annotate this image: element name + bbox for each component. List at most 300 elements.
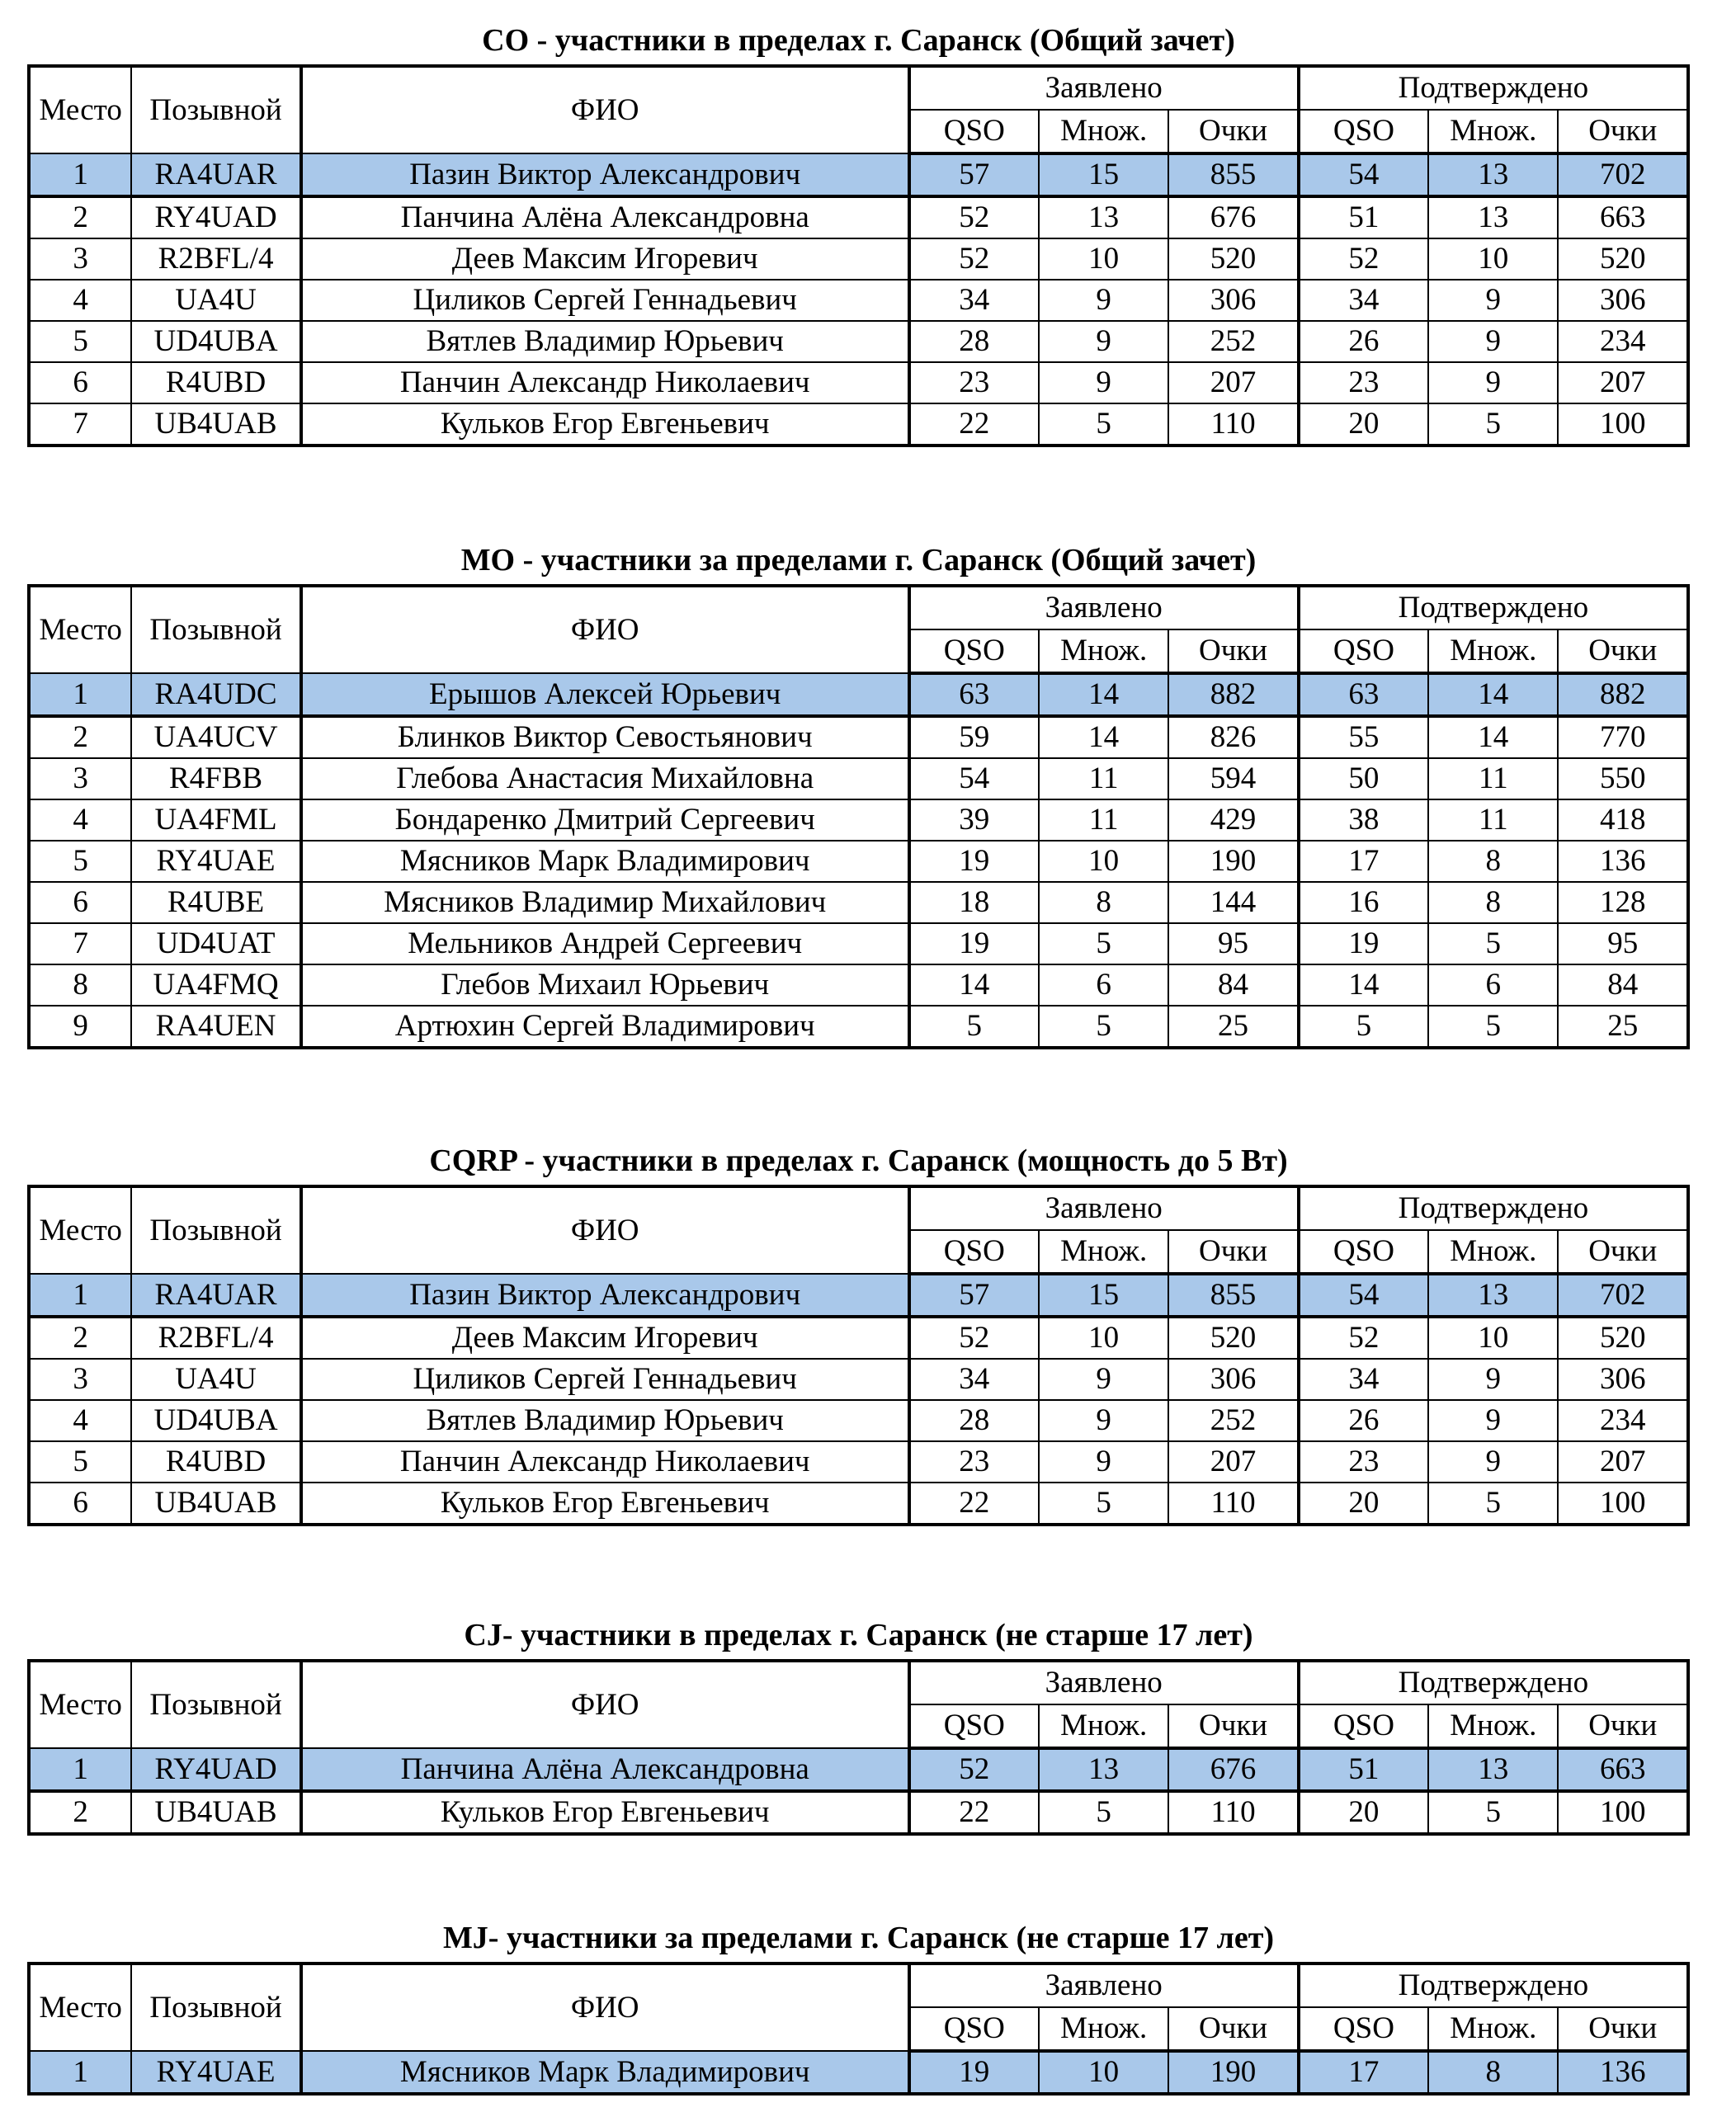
header-claimed-points: Очки [1168, 1704, 1298, 1748]
header-claimed-qso: QSO [909, 629, 1039, 673]
claimed-mult-cell: 10 [1039, 841, 1168, 882]
name-cell: Мясников Владимир Михайлович [301, 882, 909, 923]
callsign-cell: RA4UAR [131, 1274, 301, 1317]
callsign-cell: UA4UCV [131, 716, 301, 758]
confirmed-points-cell: 207 [1558, 1441, 1688, 1483]
confirmed-qso-cell: 26 [1299, 1400, 1428, 1441]
confirmed-mult-cell: 11 [1428, 799, 1558, 841]
header-confirmed-mult: Множ. [1428, 1230, 1558, 1274]
name-cell: Деев Максим Игоревич [301, 238, 909, 280]
header-confirmed: Подтверждено [1299, 1964, 1688, 2007]
confirmed-qso-cell: 26 [1299, 321, 1428, 362]
confirmed-points-cell: 770 [1558, 716, 1688, 758]
header-callsign: Позывной [131, 586, 301, 673]
claimed-qso-cell: 57 [909, 153, 1039, 196]
confirmed-mult-cell: 13 [1428, 1274, 1558, 1317]
name-cell: Пазин Виктор Александрович [301, 153, 909, 196]
claimed-mult-cell: 5 [1039, 1483, 1168, 1525]
place-cell: 9 [29, 1006, 131, 1048]
confirmed-qso-cell: 5 [1299, 1006, 1428, 1048]
header-claimed-mult: Множ. [1039, 1704, 1168, 1748]
header-claimed-qso: QSO [909, 110, 1039, 153]
table-row [29, 882, 1688, 923]
confirmed-mult-cell: 14 [1428, 673, 1558, 716]
table-row [29, 1400, 1688, 1441]
name-cell: Кульков Егор Евгеньевич [301, 1791, 909, 1834]
callsign-cell: UB4UAB [131, 403, 301, 446]
confirmed-mult-cell: 11 [1428, 758, 1558, 799]
claimed-qso-cell: 22 [909, 1483, 1039, 1525]
name-cell: Деев Максим Игоревич [301, 1317, 909, 1359]
claimed-points-cell: 207 [1168, 362, 1298, 403]
table-row [29, 964, 1688, 1006]
claimed-points-cell: 882 [1168, 673, 1298, 716]
name-cell: Глебов Михаил Юрьевич [301, 964, 909, 1006]
place-cell: 1 [29, 153, 131, 196]
header-confirmed-qso: QSO [1299, 629, 1428, 673]
confirmed-mult-cell: 6 [1428, 964, 1558, 1006]
callsign-cell: RA4UDC [131, 673, 301, 716]
table-row [29, 799, 1688, 841]
confirmed-points-cell: 95 [1558, 923, 1688, 964]
header-name: ФИО [301, 1661, 909, 1748]
confirmed-qso-cell: 20 [1299, 1791, 1428, 1834]
claimed-qso-cell: 28 [909, 1400, 1039, 1441]
confirmed-points-cell: 702 [1558, 1274, 1688, 1317]
header-place: Место [29, 1186, 131, 1274]
confirmed-qso-cell: 34 [1299, 280, 1428, 321]
claimed-mult-cell: 13 [1039, 1748, 1168, 1791]
table-row [29, 238, 1688, 280]
callsign-cell: UA4U [131, 1359, 301, 1400]
header-claimed: Заявлено [909, 1661, 1299, 1704]
name-cell: Панчина Алёна Александровна [301, 1748, 909, 1791]
confirmed-qso-cell: 17 [1299, 2051, 1428, 2094]
place-cell: 2 [29, 196, 131, 238]
confirmed-points-cell: 306 [1558, 1359, 1688, 1400]
header-claimed-points: Очки [1168, 110, 1298, 153]
place-cell: 1 [29, 1274, 131, 1317]
place-cell: 4 [29, 280, 131, 321]
name-cell: Вятлев Владимир Юрьевич [301, 321, 909, 362]
claimed-points-cell: 252 [1168, 321, 1298, 362]
header-confirmed-qso: QSO [1299, 2007, 1428, 2051]
header-confirmed-points: Очки [1558, 110, 1688, 153]
confirmed-mult-cell: 9 [1428, 321, 1558, 362]
claimed-qso-cell: 59 [909, 716, 1039, 758]
confirmed-qso-cell: 38 [1299, 799, 1428, 841]
callsign-cell: UD4UAT [131, 923, 301, 964]
results-table [27, 1659, 1690, 1836]
confirmed-qso-cell: 19 [1299, 923, 1428, 964]
place-cell: 1 [29, 1748, 131, 1791]
confirmed-mult-cell: 5 [1428, 1791, 1558, 1834]
claimed-qso-cell: 19 [909, 841, 1039, 882]
name-cell: Циликов Сергей Геннадьевич [301, 280, 909, 321]
claimed-points-cell: 110 [1168, 1791, 1298, 1834]
header-name: ФИО [301, 66, 909, 153]
place-cell: 3 [29, 758, 131, 799]
claimed-points-cell: 520 [1168, 238, 1298, 280]
header-confirmed-points: Очки [1558, 1230, 1688, 1274]
place-cell: 8 [29, 964, 131, 1006]
callsign-cell: UA4FMQ [131, 964, 301, 1006]
claimed-points-cell: 84 [1168, 964, 1298, 1006]
claimed-mult-cell: 14 [1039, 716, 1168, 758]
confirmed-points-cell: 128 [1558, 882, 1688, 923]
header-claimed-qso: QSO [909, 2007, 1039, 2051]
claimed-mult-cell: 10 [1039, 1317, 1168, 1359]
results-table [27, 1185, 1690, 1526]
place-cell: 3 [29, 238, 131, 280]
confirmed-points-cell: 882 [1558, 673, 1688, 716]
claimed-qso-cell: 19 [909, 2051, 1039, 2094]
place-cell: 4 [29, 799, 131, 841]
confirmed-qso-cell: 16 [1299, 882, 1428, 923]
confirmed-mult-cell: 5 [1428, 403, 1558, 446]
confirmed-qso-cell: 54 [1299, 1274, 1428, 1317]
results-section [27, 16, 1690, 447]
confirmed-qso-cell: 50 [1299, 758, 1428, 799]
header-place: Место [29, 1661, 131, 1748]
claimed-points-cell: 306 [1168, 280, 1298, 321]
confirmed-points-cell: 306 [1558, 280, 1688, 321]
header-callsign: Позывной [131, 1964, 301, 2051]
results-section [27, 536, 1690, 1049]
claimed-mult-cell: 8 [1039, 882, 1168, 923]
header-confirmed: Подтверждено [1299, 586, 1688, 629]
name-cell: Вятлев Владимир Юрьевич [301, 1400, 909, 1441]
section-title: CO - участники в пределах г. Саранск (Общий зачет) [482, 23, 1235, 58]
confirmed-mult-cell: 8 [1428, 882, 1558, 923]
claimed-qso-cell: 39 [909, 799, 1039, 841]
callsign-cell: UB4UAB [131, 1483, 301, 1525]
claimed-points-cell: 306 [1168, 1359, 1298, 1400]
table-row [29, 673, 1688, 716]
table-row [29, 196, 1688, 238]
callsign-cell: UD4UBA [131, 321, 301, 362]
claimed-qso-cell: 52 [909, 1317, 1039, 1359]
header-claimed-points: Очки [1168, 1230, 1298, 1274]
claimed-qso-cell: 22 [909, 1791, 1039, 1834]
claimed-mult-cell: 10 [1039, 238, 1168, 280]
table-row [29, 1483, 1688, 1525]
confirmed-mult-cell: 9 [1428, 280, 1558, 321]
claimed-qso-cell: 18 [909, 882, 1039, 923]
confirmed-points-cell: 663 [1558, 196, 1688, 238]
header-claimed: Заявлено [909, 1964, 1299, 2007]
confirmed-qso-cell: 63 [1299, 673, 1428, 716]
claimed-qso-cell: 28 [909, 321, 1039, 362]
callsign-cell: RY4UAE [131, 841, 301, 882]
place-cell: 5 [29, 1441, 131, 1483]
header-claimed-mult: Множ. [1039, 110, 1168, 153]
claimed-qso-cell: 57 [909, 1274, 1039, 1317]
claimed-mult-cell: 9 [1039, 280, 1168, 321]
table-row [29, 1748, 1688, 1791]
confirmed-mult-cell: 13 [1428, 196, 1558, 238]
claimed-points-cell: 190 [1168, 841, 1298, 882]
callsign-cell: UB4UAB [131, 1791, 301, 1834]
place-cell: 1 [29, 2051, 131, 2094]
results-section [27, 1914, 1690, 2096]
confirmed-mult-cell: 13 [1428, 1748, 1558, 1791]
name-cell: Панчин Александр Николаевич [301, 362, 909, 403]
table-row [29, 2051, 1688, 2094]
header-confirmed: Подтверждено [1299, 1186, 1688, 1230]
table-row [29, 1359, 1688, 1400]
header-confirmed-qso: QSO [1299, 1230, 1428, 1274]
table-row [29, 716, 1688, 758]
callsign-cell: R2BFL/4 [131, 238, 301, 280]
callsign-cell: RA4UEN [131, 1006, 301, 1048]
results-table [27, 1962, 1690, 2096]
claimed-points-cell: 826 [1168, 716, 1298, 758]
name-cell: Блинков Виктор Севостьянович [301, 716, 909, 758]
results-body [29, 2051, 1688, 2094]
name-cell: Пазин Виктор Александрович [301, 1274, 909, 1317]
header-place: Место [29, 1964, 131, 2051]
confirmed-points-cell: 418 [1558, 799, 1688, 841]
header-claimed-points: Очки [1168, 2007, 1298, 2051]
confirmed-mult-cell: 14 [1428, 716, 1558, 758]
claimed-mult-cell: 5 [1039, 403, 1168, 446]
claimed-mult-cell: 14 [1039, 673, 1168, 716]
callsign-cell: R4UBD [131, 1441, 301, 1483]
confirmed-mult-cell: 9 [1428, 362, 1558, 403]
confirmed-mult-cell: 5 [1428, 923, 1558, 964]
confirmed-points-cell: 234 [1558, 1400, 1688, 1441]
header-confirmed-mult: Множ. [1428, 629, 1558, 673]
header-callsign: Позывной [131, 1186, 301, 1274]
confirmed-points-cell: 520 [1558, 1317, 1688, 1359]
claimed-qso-cell: 34 [909, 1359, 1039, 1400]
header-confirmed-points: Очки [1558, 1704, 1688, 1748]
claimed-points-cell: 855 [1168, 153, 1298, 196]
confirmed-mult-cell: 5 [1428, 1006, 1558, 1048]
claimed-qso-cell: 23 [909, 1441, 1039, 1483]
confirmed-mult-cell: 8 [1428, 2051, 1558, 2094]
name-cell: Глебова Анастасия Михайловна [301, 758, 909, 799]
name-cell: Циликов Сергей Геннадьевич [301, 1359, 909, 1400]
table-row [29, 153, 1688, 196]
claimed-mult-cell: 11 [1039, 758, 1168, 799]
header-name: ФИО [301, 1964, 909, 2051]
claimed-mult-cell: 5 [1039, 1006, 1168, 1048]
header-confirmed-points: Очки [1558, 629, 1688, 673]
section-title: CQRP - участники в пределах г. Саранск (мощность до 5 Вт) [429, 1143, 1288, 1178]
claimed-qso-cell: 34 [909, 280, 1039, 321]
results-body [29, 153, 1688, 446]
header-confirmed-qso: QSO [1299, 110, 1428, 153]
claimed-mult-cell: 10 [1039, 2051, 1168, 2094]
claimed-qso-cell: 52 [909, 238, 1039, 280]
table-row [29, 1791, 1688, 1834]
callsign-cell: UA4FML [131, 799, 301, 841]
header-place: Место [29, 66, 131, 153]
claimed-points-cell: 95 [1168, 923, 1298, 964]
section-title: CJ- участники в пределах г. Саранск (не старше 17 лет) [464, 1618, 1253, 1652]
results-body [29, 673, 1688, 1048]
table-row [29, 923, 1688, 964]
claimed-qso-cell: 52 [909, 1748, 1039, 1791]
section-title: MO - участники за пределами г. Саранск (Общий зачет) [460, 543, 1257, 578]
confirmed-mult-cell: 9 [1428, 1359, 1558, 1400]
confirmed-points-cell: 520 [1558, 238, 1688, 280]
claimed-qso-cell: 54 [909, 758, 1039, 799]
claimed-points-cell: 676 [1168, 1748, 1298, 1791]
results-body [29, 1274, 1688, 1525]
confirmed-points-cell: 207 [1558, 362, 1688, 403]
claimed-mult-cell: 9 [1039, 1400, 1168, 1441]
place-cell: 2 [29, 716, 131, 758]
claimed-points-cell: 855 [1168, 1274, 1298, 1317]
confirmed-mult-cell: 5 [1428, 1483, 1558, 1525]
table-row [29, 841, 1688, 882]
confirmed-qso-cell: 51 [1299, 196, 1428, 238]
place-cell: 1 [29, 673, 131, 716]
claimed-points-cell: 207 [1168, 1441, 1298, 1483]
name-cell: Мясников Марк Владимирович [301, 841, 909, 882]
confirmed-qso-cell: 34 [1299, 1359, 1428, 1400]
name-cell: Кульков Егор Евгеньевич [301, 1483, 909, 1525]
confirmed-points-cell: 702 [1558, 153, 1688, 196]
confirmed-points-cell: 100 [1558, 1791, 1688, 1834]
place-cell: 6 [29, 882, 131, 923]
header-name: ФИО [301, 586, 909, 673]
claimed-points-cell: 429 [1168, 799, 1298, 841]
confirmed-qso-cell: 17 [1299, 841, 1428, 882]
name-cell: Панчина Алёна Александровна [301, 196, 909, 238]
header-confirmed-mult: Множ. [1428, 2007, 1558, 2051]
header-claimed-mult: Множ. [1039, 2007, 1168, 2051]
confirmed-mult-cell: 10 [1428, 238, 1558, 280]
table-row [29, 1006, 1688, 1048]
claimed-mult-cell: 15 [1039, 1274, 1168, 1317]
claimed-mult-cell: 11 [1039, 799, 1168, 841]
claimed-points-cell: 144 [1168, 882, 1298, 923]
claimed-points-cell: 520 [1168, 1317, 1298, 1359]
name-cell: Кульков Егор Евгеньевич [301, 403, 909, 446]
header-place: Место [29, 586, 131, 673]
place-cell: 5 [29, 841, 131, 882]
name-cell: Мельников Андрей Сергеевич [301, 923, 909, 964]
claimed-qso-cell: 14 [909, 964, 1039, 1006]
confirmed-mult-cell: 9 [1428, 1400, 1558, 1441]
callsign-cell: R4UBE [131, 882, 301, 923]
callsign-cell: R2BFL/4 [131, 1317, 301, 1359]
header-name: ФИО [301, 1186, 909, 1274]
header-claimed-mult: Множ. [1039, 1230, 1168, 1274]
results-section [27, 1611, 1690, 1836]
header-callsign: Позывной [131, 66, 301, 153]
place-cell: 4 [29, 1400, 131, 1441]
header-claimed: Заявлено [909, 1186, 1299, 1230]
callsign-cell: UA4U [131, 280, 301, 321]
claimed-qso-cell: 19 [909, 923, 1039, 964]
claimed-points-cell: 676 [1168, 196, 1298, 238]
confirmed-qso-cell: 52 [1299, 1317, 1428, 1359]
table-row [29, 1317, 1688, 1359]
place-cell: 7 [29, 923, 131, 964]
claimed-mult-cell: 5 [1039, 1791, 1168, 1834]
claimed-mult-cell: 9 [1039, 362, 1168, 403]
callsign-cell: R4UBD [131, 362, 301, 403]
confirmed-points-cell: 100 [1558, 1483, 1688, 1525]
results-body [29, 1748, 1688, 1834]
confirmed-points-cell: 234 [1558, 321, 1688, 362]
claimed-mult-cell: 9 [1039, 1359, 1168, 1400]
claimed-qso-cell: 23 [909, 362, 1039, 403]
header-claimed-qso: QSO [909, 1704, 1039, 1748]
header-confirmed-mult: Множ. [1428, 110, 1558, 153]
confirmed-qso-cell: 51 [1299, 1748, 1428, 1791]
table-row [29, 280, 1688, 321]
results-table [27, 584, 1690, 1049]
confirmed-points-cell: 136 [1558, 2051, 1688, 2094]
table-row [29, 1274, 1688, 1317]
confirmed-qso-cell: 23 [1299, 1441, 1428, 1483]
name-cell: Ерышов Алексей Юрьевич [301, 673, 909, 716]
claimed-points-cell: 594 [1168, 758, 1298, 799]
confirmed-points-cell: 550 [1558, 758, 1688, 799]
callsign-cell: R4FBB [131, 758, 301, 799]
results-section [27, 1137, 1690, 1526]
claimed-mult-cell: 5 [1039, 923, 1168, 964]
confirmed-qso-cell: 14 [1299, 964, 1428, 1006]
confirmed-mult-cell: 13 [1428, 153, 1558, 196]
name-cell: Бондаренко Дмитрий Сергеевич [301, 799, 909, 841]
place-cell: 5 [29, 321, 131, 362]
claimed-qso-cell: 5 [909, 1006, 1039, 1048]
callsign-cell: RY4UAD [131, 1748, 301, 1791]
header-callsign: Позывной [131, 1661, 301, 1748]
claimed-points-cell: 252 [1168, 1400, 1298, 1441]
table-row [29, 758, 1688, 799]
claimed-mult-cell: 13 [1039, 196, 1168, 238]
header-confirmed-mult: Множ. [1428, 1704, 1558, 1748]
table-row [29, 403, 1688, 446]
confirmed-points-cell: 136 [1558, 841, 1688, 882]
claimed-qso-cell: 22 [909, 403, 1039, 446]
place-cell: 6 [29, 1483, 131, 1525]
claimed-mult-cell: 9 [1039, 1441, 1168, 1483]
section-title: MJ- участники за пределами г. Саранск (не старше 17 лет) [442, 1921, 1275, 1955]
callsign-cell: RA4UAR [131, 153, 301, 196]
results-table [27, 64, 1690, 447]
header-claimed: Заявлено [909, 66, 1299, 110]
name-cell: Артюхин Сергей Владимирович [301, 1006, 909, 1048]
callsign-cell: RY4UAD [131, 196, 301, 238]
claimed-points-cell: 25 [1168, 1006, 1298, 1048]
claimed-mult-cell: 6 [1039, 964, 1168, 1006]
confirmed-mult-cell: 8 [1428, 841, 1558, 882]
confirmed-mult-cell: 9 [1428, 1441, 1558, 1483]
name-cell: Мясников Марк Владимирович [301, 2051, 909, 2094]
claimed-mult-cell: 15 [1039, 153, 1168, 196]
confirmed-points-cell: 84 [1558, 964, 1688, 1006]
confirmed-mult-cell: 10 [1428, 1317, 1558, 1359]
table-row [29, 321, 1688, 362]
confirmed-qso-cell: 20 [1299, 1483, 1428, 1525]
header-claimed: Заявлено [909, 586, 1299, 629]
table-row [29, 1441, 1688, 1483]
confirmed-points-cell: 100 [1558, 403, 1688, 446]
header-claimed-qso: QSO [909, 1230, 1039, 1274]
place-cell: 3 [29, 1359, 131, 1400]
table-row [29, 362, 1688, 403]
confirmed-points-cell: 25 [1558, 1006, 1688, 1048]
